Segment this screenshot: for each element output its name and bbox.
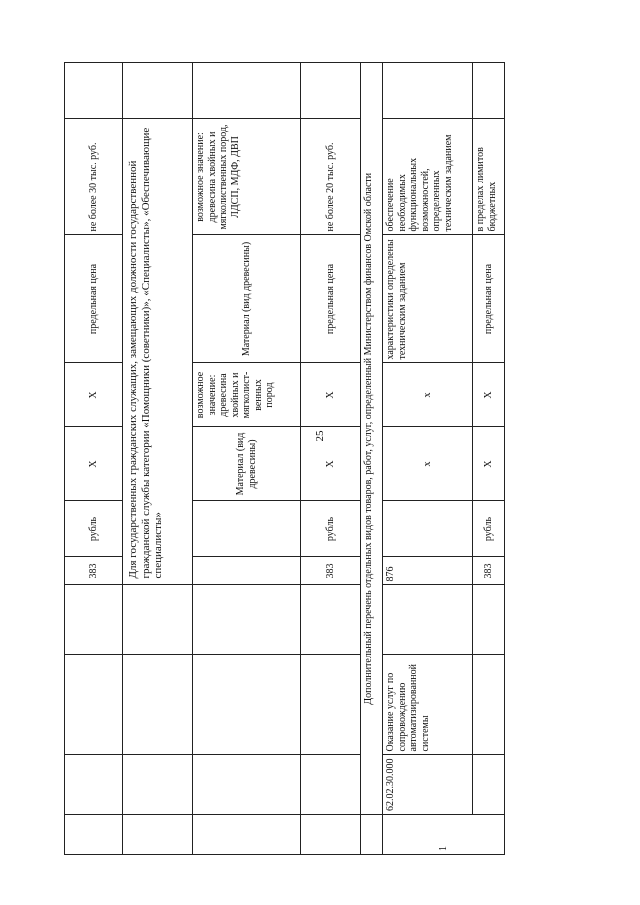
characteristic: предельная цена <box>301 235 361 363</box>
table-row <box>123 63 193 855</box>
value: в пределах лимитов бюджетных <box>473 119 505 235</box>
unit-name: рубль <box>301 501 361 557</box>
unit-code: 876 <box>383 557 473 585</box>
unit-code: 383 <box>473 557 505 585</box>
service-name: Оказание услуг по сопровождению автоматизированной системы <box>383 655 473 755</box>
unit-name: рубль <box>65 501 123 557</box>
characteristic: предельная цена <box>65 235 123 363</box>
characteristic: предельная цена <box>473 235 505 363</box>
page-number: 25 <box>314 430 326 442</box>
okpd-code: 62.02.30.000 <box>383 755 473 815</box>
additional-list-heading: Дополнительный перечень отдельных видов товаров, работ, услуг, определенный Министерством финансов Омской области <box>361 63 383 815</box>
table-row <box>383 63 473 855</box>
value: не более 20 тыс. руб. <box>301 119 361 235</box>
table-row <box>473 63 505 855</box>
value: не более 30 тыс. руб. <box>65 119 123 235</box>
unit-code: 383 <box>301 557 361 585</box>
table-row <box>301 63 361 855</box>
unit-name: рубль <box>473 501 505 557</box>
cell-x: X <box>65 363 123 427</box>
cell-x: X <box>301 427 361 501</box>
table-row <box>361 63 383 855</box>
cell-x: X <box>65 427 123 501</box>
material-label: Материал (вид древесины) <box>193 427 301 501</box>
table-row <box>193 63 301 855</box>
row-number: 1 <box>383 815 505 855</box>
cell-x: X <box>473 363 505 427</box>
value: возможное значение: древесина хвойных и мягколиственных пород, ЛДСП, МДФ, ДВП <box>193 119 301 235</box>
allowed-value: возможное значение: древесина хвойных и мягколист-венных пород <box>193 363 301 427</box>
table-row <box>65 63 123 855</box>
cell-x: X <box>473 427 505 501</box>
cell-x: x <box>383 427 473 501</box>
section-heading: Для государственных гражданских служащих, замещающих должности государственной гражданской службы категории «Помощники (советники)», «Специалисты», «Обеспечивающие специалисты» <box>123 119 193 585</box>
value: обеспечение необходимых функциональных возможностей, определенных техническим заданием <box>383 119 473 235</box>
characteristic: Материал (вид древесины) <box>193 235 301 363</box>
cell-x: x <box>383 363 473 427</box>
goods-requirements-table <box>64 63 505 856</box>
unit-code: 383 <box>65 557 123 585</box>
cell-x: X <box>301 363 361 427</box>
characteristic: характеристики определены техническим заданием <box>383 235 473 363</box>
